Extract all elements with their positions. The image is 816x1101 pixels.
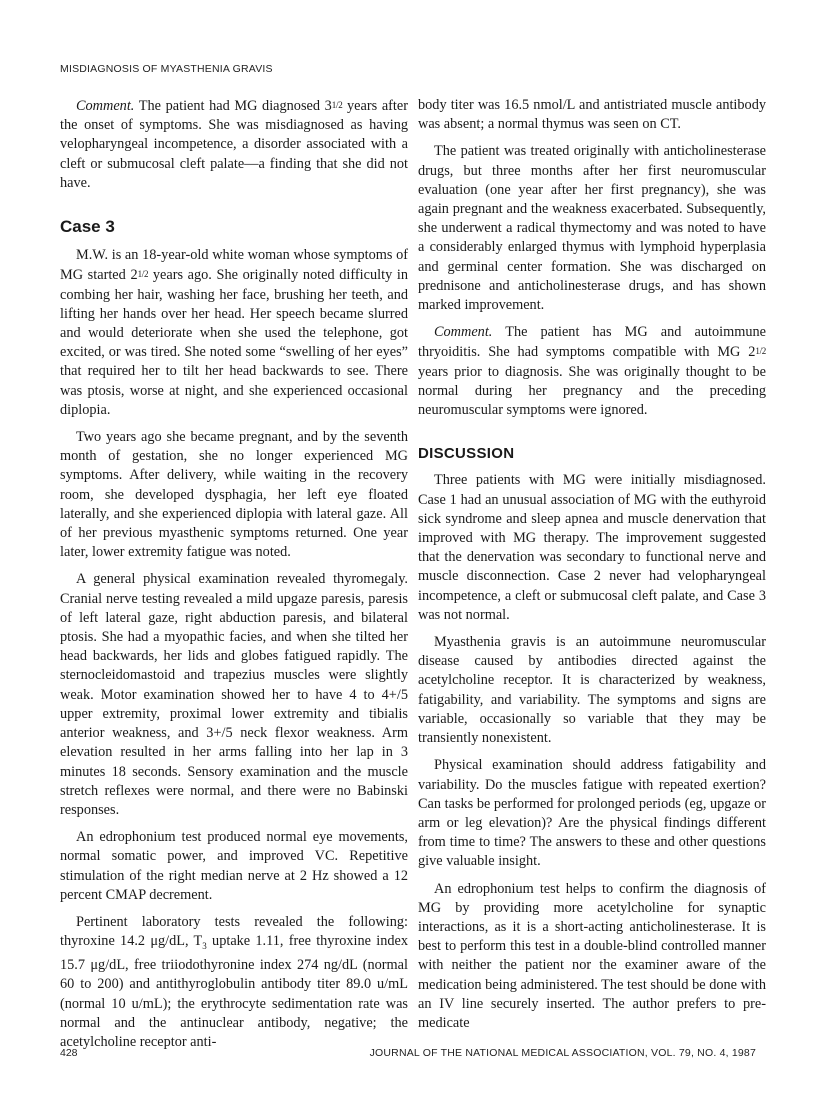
comment-label: Comment.: [434, 324, 493, 341]
text-run: M.W. is an 18-year-old white woman whose symptoms of MG started 2: [60, 247, 408, 284]
case3-paragraph-3: A general physical examination revealed thyromegaly. Cranial nerve testing revealed a mild upgaze paresis, paresis of left lateral gaze, right abduction paresis, and bilateral ptosis. She had a myopathic facies, and when she tilted her head backwards, her lids and globes fatigued rapidly. The sternocleidomastoid and trapezius muscles were slightly weak. Motor examination showed her to have 4 to 4+/5 upper extremity, proximal lower extremity and tibialis anterior weakness, and 3+/5 neck flexor weakness. Arm elevation resulted in her arms falling into her lap in 3 minutes 18 seconds. Sensory examination and the muscle stretch reflexes were normal, and there were no Babinski responses.: [60, 571, 408, 818]
case3-paragraph-4: An edrophonium test produced normal eye movements, normal somatic power, and improved VC. Repetitive stimulation of the right median nerve at 2 Hz showed a 12 percent CMAP decrement.: [60, 829, 408, 903]
fraction-one-half: 1/2: [331, 100, 343, 110]
running-title: MISDIAGNOSIS OF MYASTHENIA GRAVIS: [60, 63, 273, 75]
right-column: [418, 96, 766, 1041]
discussion-paragraph-4: An edrophonium test helps to confirm the diagnosis of MG by providing more acetylcholine for synaptic interactions, as it is a short-acting anticholinesterase. It is best to perform this test in a double-blind controlled manner with neither the patient nor the examiner aware of the medication being administered. The test should be done with an IV line securely inserted. The author prefers to pre-medicate: [418, 880, 766, 1031]
case3-comment-paragraph: [418, 323, 766, 420]
case3-treatment-paragraph: The patient was treated originally with anticholinesterase drugs, but three months after her first neuromuscular evaluation (one year after her first pregnancy), she was again pregnant and the weakness exacerbated. Subsequently, she underwent a radical thymectomy and was noted to have a considerably enlarged thymus with lymphoid hyperplasia and germinal center formation. She was discharged on prednisone and anticholinesterase drugs, and has shown marked improvement.: [418, 143, 766, 314]
discussion-paragraph-1: Three patients with MG were initially misdiagnosed. Case 1 had an unusual association of MG with the euthyroid sick syndrome and sleep apnea and muscle denervation that improved with MG therapy. The improvement suggested that the denervation was secondary to functional nerve and muscle disconnection. Case 2 never had velopharyngeal incompetence, a cleft or submucosal cleft palate, and Case 3 was not normal.: [418, 472, 766, 623]
case3-heading: Case 3: [60, 217, 115, 237]
journal-citation: JOURNAL OF THE NATIONAL MEDICAL ASSOCIATION, VOL. 79, NO. 4, 1987: [369, 1047, 756, 1059]
fraction-one-half: 1/2: [755, 346, 766, 357]
text-run: uptake 1.11, free thyroxine index 15.7 μg/dL, free triiodothyronine index 274 ng/dL (normal 60 to 200) and antithyroglobulin antibody titer 89.0 u/mL (normal 10 u/mL); the erythrocyte sedimentation rate was normal and the antinuclear antibody, negative; the acetylcholine receptor anti-: [60, 933, 408, 1050]
text-run: years after the onset of symptoms. She was misdiagnosed as having velopharyngeal incompetence, a disorder associated with a cleft or submucosal cleft palate—a finding that she did not have.: [60, 98, 408, 191]
case3-paragraph-2: Two years ago she became pregnant, and by the seventh month of gestation, she no longer experienced MG symptoms. After delivery, while waiting in the recovery room, she developed dysphagia, her left eye floated laterally, and she experienced diplopia with lateral gaze. All of her previous myasthenic symptoms returned. One year later, lower extremity fatigue was noted.: [60, 429, 408, 561]
text-run: The patient has MG and autoimmune thryoiditis. She had symptoms compatible with MG 2: [418, 324, 766, 361]
comment-label: Comment.: [76, 98, 135, 114]
fraction-one-half: 1/2: [137, 269, 149, 280]
text-run: years ago. She originally noted difficulty in combing her hair, washing her face, brushing her teeth, and lifting her hands over her head. Her speech became slurred and would deteriorate when she used the telephone, got excited, or was tired. She noted some “swelling of her eyes” that required her to tilt her head backwards to see. There was ptosis, worse at night, and she experienced occasional diplopia.: [60, 267, 408, 418]
case3-paragraph-1: [60, 246, 408, 420]
text-run: years prior to diagnosis. She was originally thought to be normal during her pregnancy and the preceding neuromuscular symptoms were ignored.: [418, 363, 766, 419]
text-run: Pertinent laboratory tests revealed the following: thyroxine 14.2 μg/dL, T: [60, 913, 408, 950]
case3-continued-paragraph: body titer was 16.5 nmol/L and antistriated muscle antibody was absent; a normal thymus was seen on CT.: [418, 97, 766, 133]
discussion-heading: DISCUSSION: [418, 445, 515, 463]
discussion-paragraph-3: Physical examination should address fatigability and variability. Do the muscles fatigue with repeated exertion? Can tasks be performed for prolonged periods (eg, upgaze or arm or leg elevation)? Are the physical findings different from time to time? The answers to these and other questions give valuable insight.: [418, 757, 766, 870]
discussion-paragraph-2: Myasthenia gravis is an autoimmune neuromuscular disease caused by antibodies directed against the acetylcholine receptor. It is characterized by weakness, fatigability, and variability. The symptoms and signs are variable, occasionally so variable that they may be transiently nonexistent.: [418, 634, 766, 747]
subscript-3: 3: [202, 940, 207, 951]
case3-paragraph-5: [60, 913, 408, 1052]
text-run: The patient had MG diagnosed 3: [138, 98, 332, 114]
page-number: 428: [60, 1047, 78, 1059]
case2-comment-paragraph: [60, 96, 408, 193]
left-column: [60, 96, 408, 1060]
